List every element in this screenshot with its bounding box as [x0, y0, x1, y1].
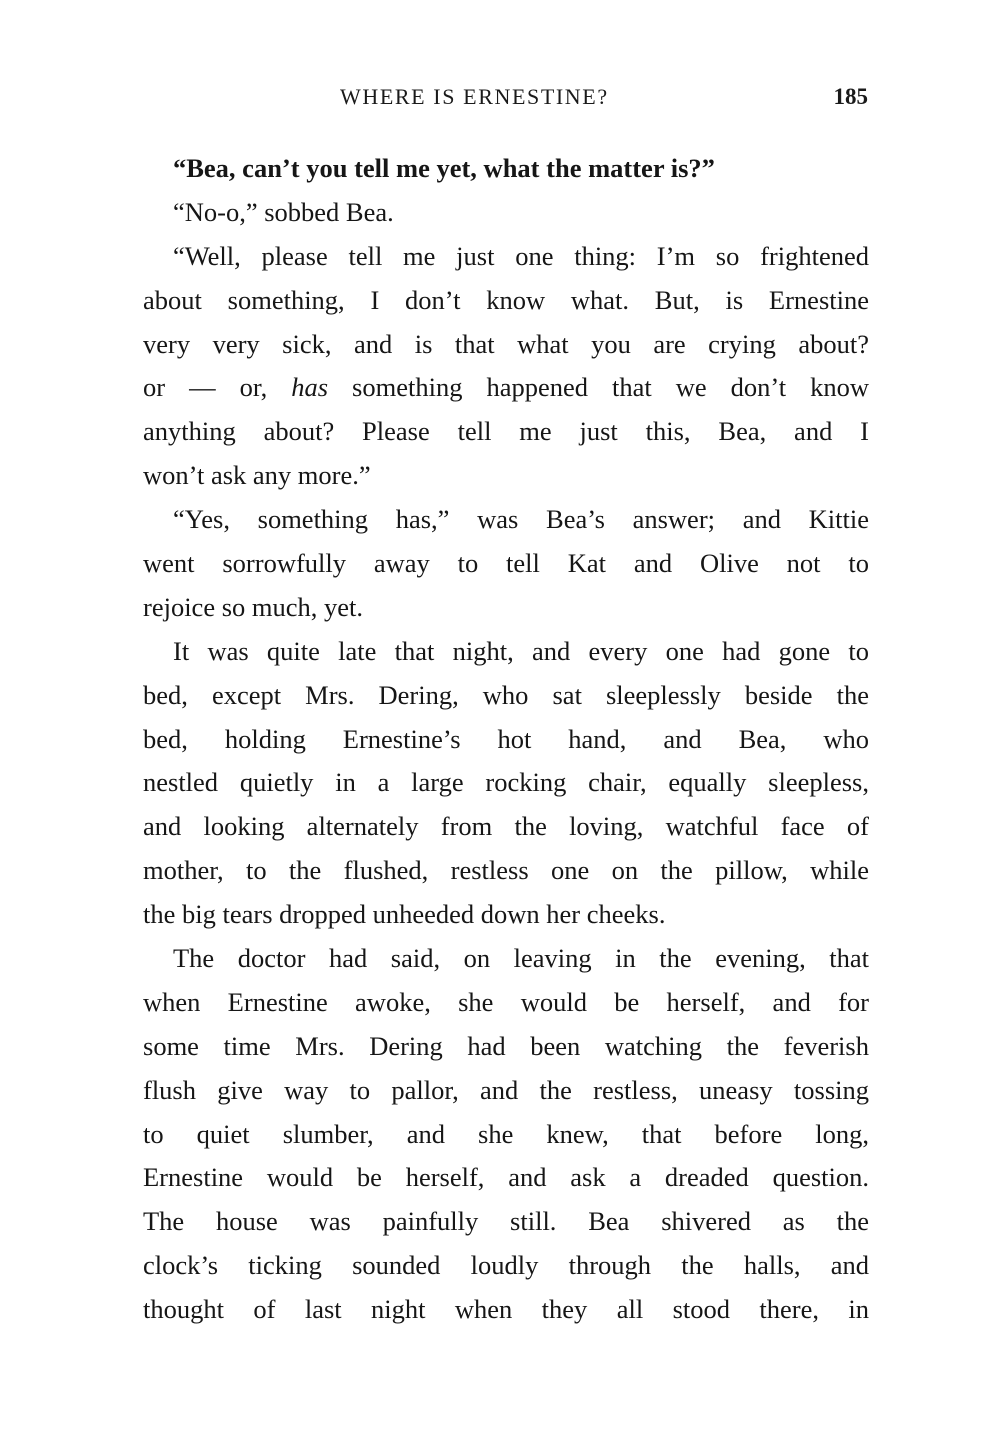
text-line: rejoice so much, yet. [143, 591, 364, 622]
text-line: went sorrowfully away to tell Kat and Olive not to [143, 548, 869, 579]
text-line: thought of last night when they all stood there, in [143, 1294, 869, 1325]
page-number: 185 [833, 84, 868, 109]
text-line: nestled quietly in a large rocking chair, equally sleepless, [143, 767, 869, 798]
text-line: very very sick, and is that what you are crying about? [143, 328, 869, 359]
text-line: the big tears dropped unheeded down her cheeks. [143, 899, 666, 930]
text-line: won’t ask any more.” [143, 460, 371, 491]
text-line: “Yes, something has,” was Bea’s answer; and Kittie [173, 504, 869, 535]
text-fragment: or — or, [143, 372, 292, 403]
text-line: about something, I don’t know what. But, is Ernestine [143, 284, 869, 315]
text-line [143, 366, 869, 410]
text-line: “No-o,” sobbed Bea. [173, 196, 394, 227]
text-line: flush give way to pallor, and the restless, uneasy tossing [143, 1074, 869, 1105]
emphasis-word: has [291, 372, 329, 403]
text-line: clock’s ticking sounded loudly through the halls, and [143, 1250, 869, 1281]
body-text [143, 147, 869, 1332]
text-line: some time Mrs. Dering had been watching the feverish [143, 1030, 869, 1061]
text-line: anything about? Please tell me just this, Bea, and I [143, 416, 869, 447]
text-line: and looking alternately from the loving, watchful face of [143, 811, 869, 842]
text-line: mother, to the flushed, restless one on the pillow, while [143, 855, 869, 886]
text-line: to quiet slumber, and she knew, that before long, [143, 1118, 869, 1149]
text-fragment: something happened that we don’t know [328, 372, 869, 403]
running-title: WHERE IS ERNESTINE? [340, 84, 609, 109]
text-line: Ernestine would be herself, and ask a dreaded question. [143, 1162, 869, 1193]
text-line: “Well, please tell me just one thing: I’m so frightened [173, 240, 869, 271]
text-line: It was quite late that night, and every one had gone to [173, 635, 869, 666]
text-line: The doctor had said, on leaving in the evening, that [173, 943, 869, 974]
text-line: “Bea, can’t you tell me yet, what the matter is?” [173, 153, 715, 183]
text-line: bed, holding Ernestine’s hot hand, and Bea, who [143, 723, 869, 754]
text-line: when Ernestine awoke, she would be herself, and for [143, 986, 869, 1017]
text-line: bed, except Mrs. Dering, who sat sleeplessly beside the [143, 679, 869, 710]
text-line: The house was painfully still. Bea shivered as the [143, 1206, 869, 1237]
